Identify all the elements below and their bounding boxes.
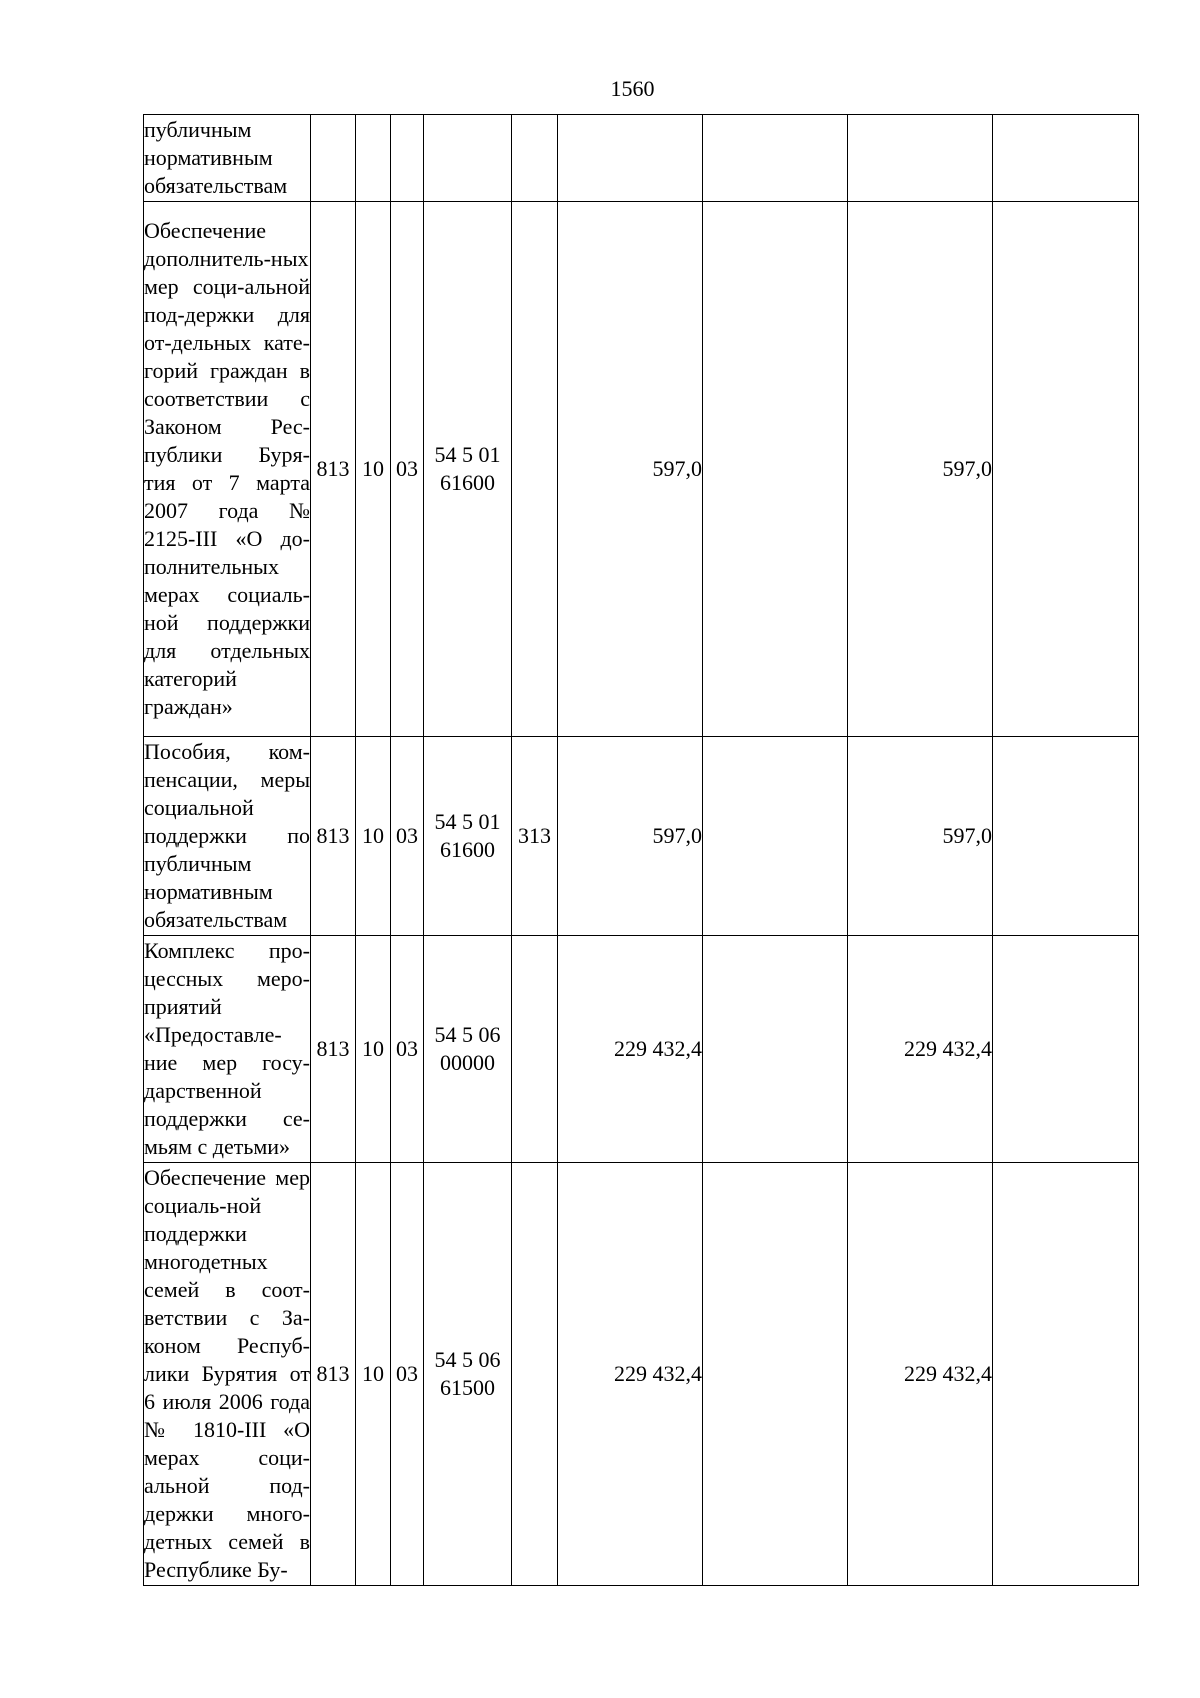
table-row <box>144 1163 1139 1586</box>
value-cell-1: 229 432,4 <box>558 936 703 1163</box>
pr-cell: 03 <box>391 737 424 936</box>
vr-cell <box>512 202 558 737</box>
csr-cell: 54 5 06 61500 <box>424 1163 512 1586</box>
value-cell-2 <box>703 1163 848 1586</box>
vr-cell: 313 <box>512 737 558 936</box>
ved-cell: 813 <box>311 1163 356 1586</box>
csr-cell <box>424 115 512 202</box>
value-cell-1: 597,0 <box>558 737 703 936</box>
value-cell-2 <box>703 202 848 737</box>
value-cell-4 <box>993 737 1139 936</box>
row-name: Комплекс про-цессных меро-приятий «Предоставле-ние мер госу-дарственной поддержки се-мьям с детьми» <box>144 936 311 1163</box>
value-cell-4 <box>993 202 1139 737</box>
row-name: публичным нормативным обязательствам <box>144 115 311 202</box>
vr-cell <box>512 936 558 1163</box>
csr-cell: 54 5 01 61600 <box>424 737 512 936</box>
rz-cell: 10 <box>356 1163 391 1586</box>
rz-cell: 10 <box>356 737 391 936</box>
rz-cell: 10 <box>356 936 391 1163</box>
rz-cell: 10 <box>356 202 391 737</box>
value-cell-1 <box>558 115 703 202</box>
value-cell-3: 229 432,4 <box>848 1163 993 1586</box>
csr-cell: 54 5 06 00000 <box>424 936 512 1163</box>
ved-cell: 813 <box>311 202 356 737</box>
table-row <box>144 936 1139 1163</box>
row-name: Обеспечение дополнитель-ных мер соци-альной под-держки для от-дельных кате-горий граждан в соответствии с Законом Рес-публики Буря-тия от 7 марта 2007 года № 2125-III «О до-полнительных мерах социаль-ной поддержки для отдельных категорий граждан» <box>144 202 311 737</box>
value-cell-1: 597,0 <box>558 202 703 737</box>
vr-cell <box>512 115 558 202</box>
pr-cell: 03 <box>391 1163 424 1586</box>
row-name: Обеспечение мер социаль-ной поддержки многодетных семей в соот-ветствии с За-коном Респуб-лики Бурятия от 6 июля 2006 года № 1810-III «О мерах соци-альной под-держки много-детных семей в Республике Бу- <box>144 1163 311 1586</box>
value-cell-4 <box>993 115 1139 202</box>
value-cell-3: 597,0 <box>848 202 993 737</box>
value-cell-3: 229 432,4 <box>848 936 993 1163</box>
budget-table <box>143 114 1139 1586</box>
table-row <box>144 115 1139 202</box>
rz-cell <box>356 115 391 202</box>
value-cell-2 <box>703 115 848 202</box>
row-name: Пособия, ком-пенсации, меры социальной поддержки по публичным нормативным обязательствам <box>144 737 311 936</box>
pr-cell <box>391 115 424 202</box>
value-cell-2 <box>703 936 848 1163</box>
ved-cell: 813 <box>311 737 356 936</box>
value-cell-4 <box>993 936 1139 1163</box>
ved-cell <box>311 115 356 202</box>
vr-cell <box>512 1163 558 1586</box>
value-cell-4 <box>993 1163 1139 1586</box>
table-row <box>144 737 1139 936</box>
ved-cell: 813 <box>311 936 356 1163</box>
page-number: 1560 <box>610 76 655 101</box>
table-row <box>144 202 1139 737</box>
pr-cell: 03 <box>391 202 424 737</box>
value-cell-1: 229 432,4 <box>558 1163 703 1586</box>
value-cell-3: 597,0 <box>848 737 993 936</box>
csr-cell: 54 5 01 61600 <box>424 202 512 737</box>
value-cell-3 <box>848 115 993 202</box>
pr-cell: 03 <box>391 936 424 1163</box>
value-cell-2 <box>703 737 848 936</box>
